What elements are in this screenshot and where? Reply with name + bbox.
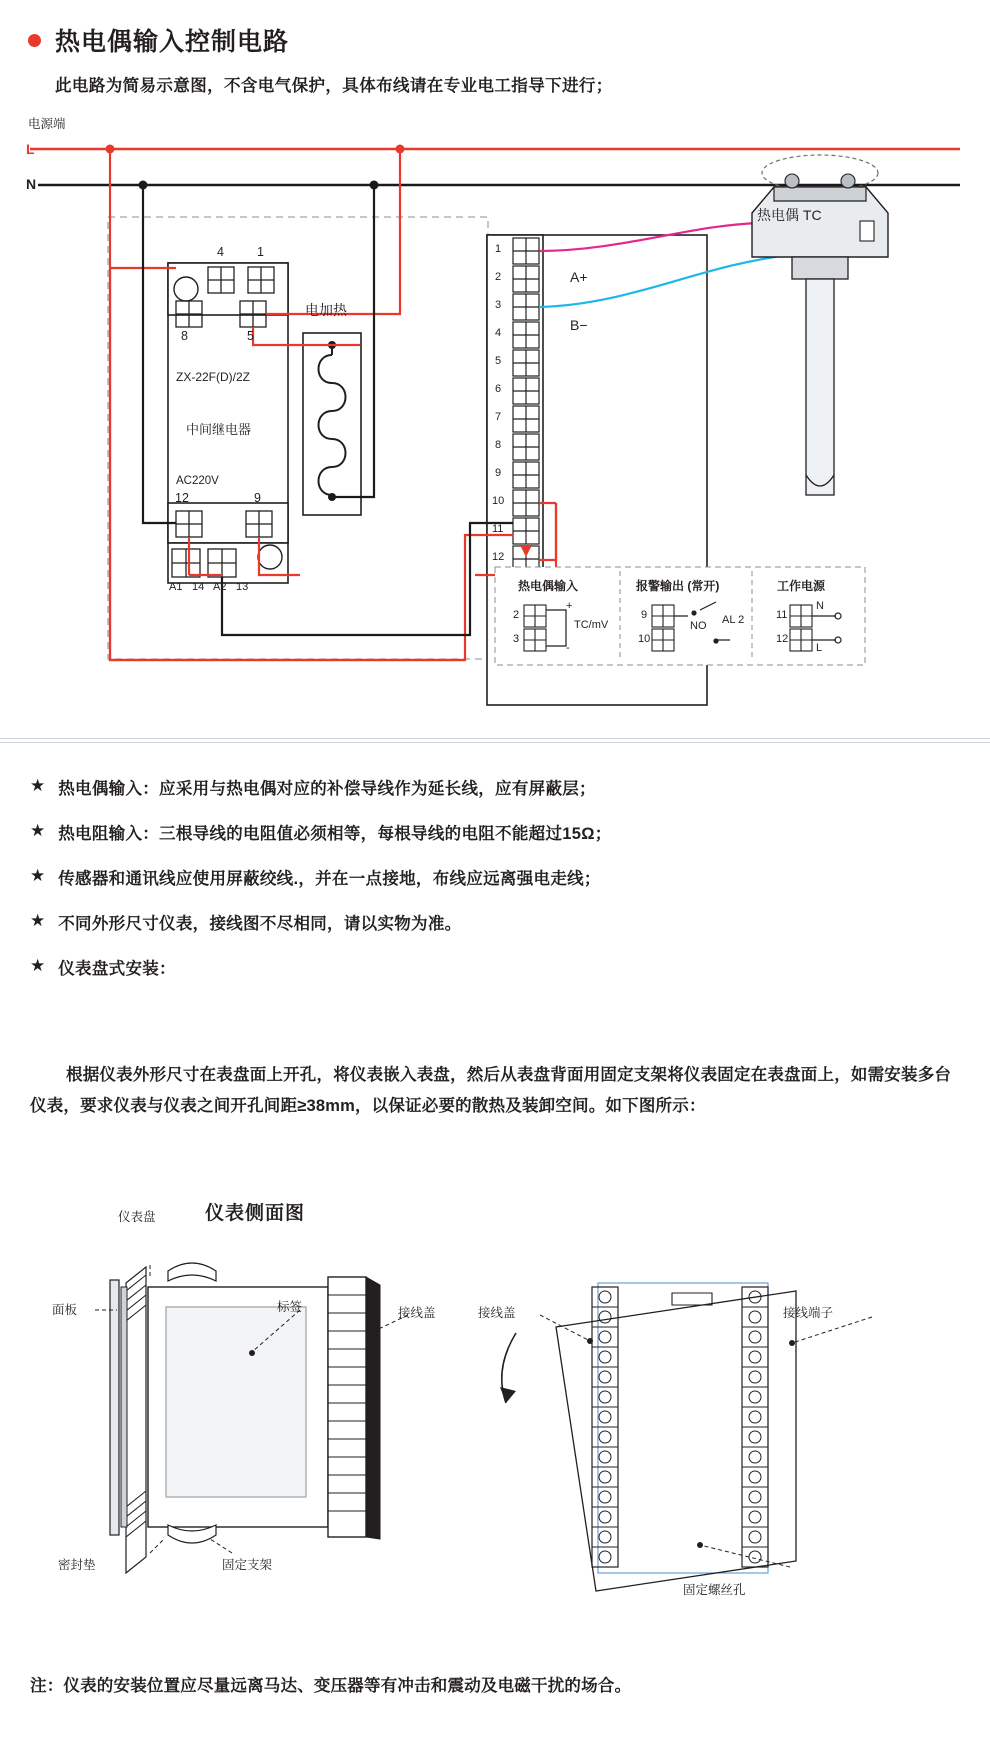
notes-list: [0, 775, 990, 1000]
legend-alarm-no: NO: [690, 620, 707, 632]
relay-terminal-5: 5: [247, 329, 254, 343]
heater-label: 电加热: [305, 302, 347, 318]
title-text: 热电偶输入控制电路: [55, 28, 290, 56]
label-tag: 标签: [277, 1300, 303, 1314]
circuit-diagram: [0, 105, 990, 725]
terminal-num-7: 7: [495, 411, 502, 423]
terminal-num-1: 1: [495, 243, 502, 255]
terminal-num-6: 6: [495, 383, 502, 395]
relay-terminal-14: 14: [192, 581, 205, 593]
label-fixed-bracket: 固定支架: [222, 1558, 273, 1572]
legend-power-n: N: [816, 600, 824, 612]
note-text: 热电阻输入：三根导线的电阻值必须相等，每根导线的电阻不能超过15Ω；: [58, 825, 612, 843]
page-title: [28, 22, 289, 58]
install-paragraph: 根据仪表外形尺寸在表盘面上开孔，将仪表嵌入表盘，然后从表盘背面用固定支架将仪表固定在表盘面上，如需安装多台仪表，要求仪表与仪表之间开孔间距≥38mm，以保证必要的散热及装卸空间。如下图所示：: [30, 1066, 952, 1115]
relay-terminal-12: 12: [175, 491, 189, 505]
relay-terminal-8: 8: [181, 329, 188, 343]
relay-terminal-4: 4: [217, 245, 224, 259]
legend-tc-plus: +: [566, 600, 573, 612]
list-item: [0, 820, 990, 844]
legend-alarm-title: 报警输出 (常开): [636, 579, 720, 593]
divider-bottom: [0, 742, 990, 743]
terminal-num-11: 11: [492, 523, 504, 535]
star-icon: ★: [30, 776, 46, 795]
terminal-num-9: 9: [495, 467, 502, 479]
side-view-svg: [0, 1235, 990, 1655]
legend-tc-minus: -: [566, 642, 570, 654]
legend-power-title: 工作电源: [777, 579, 826, 593]
line-n-label: N: [26, 176, 37, 192]
relay-terminal-13: 13: [236, 581, 249, 593]
wire-a-label: A+: [570, 269, 588, 285]
star-icon: ★: [30, 821, 46, 840]
relay-model-label: ZX-22F(D)/2Z: [176, 370, 251, 384]
subtitle-text: 此电路为简易示意图，不含电气保护，具体布线请在专业电工指导下进行；: [55, 77, 613, 95]
footer-note: 注：仪表的安装位置应尽量远离马达、变压器等有冲击和震动及电磁干扰的场合。: [30, 1677, 632, 1695]
legend-alarm-al2: AL 2: [722, 614, 745, 626]
terminal-num-8: 8: [495, 439, 502, 451]
label-front-panel: 面板: [52, 1303, 78, 1317]
legend-tc-unit: TC/mV: [574, 619, 609, 631]
star-icon: ★: [30, 956, 46, 975]
terminal-num-12: 12: [492, 551, 505, 563]
legend-power-term-11: 11: [776, 609, 788, 621]
wire-b-label: B−: [570, 317, 588, 333]
label-wiring-cover-left: 接线盖: [398, 1306, 436, 1320]
label-panel-board: 仪表盘: [118, 1210, 156, 1224]
legend-tc-title: 热电偶输入: [518, 579, 579, 593]
list-item: [0, 775, 990, 799]
relay-terminal-1: 1: [257, 245, 264, 259]
legend-tc-term-3: 3: [513, 633, 520, 645]
bullet-icon: [28, 34, 41, 47]
terminal-num-3: 3: [495, 299, 502, 311]
label-gasket: 密封垫: [58, 1558, 96, 1572]
terminal-num-5: 5: [495, 355, 502, 367]
side-view-title: 仪表侧面图: [205, 1203, 306, 1224]
terminal-num-2: 2: [495, 271, 502, 283]
legend-alarm-term-10: 10: [638, 633, 651, 645]
label-fixed-screw-hole: 固定螺丝孔: [683, 1583, 746, 1597]
terminal-num-4: 4: [495, 327, 502, 339]
line-l-label: L: [26, 141, 35, 157]
relay-terminal-a2: A2: [213, 581, 227, 593]
label-terminal-block: 接线端子: [783, 1306, 834, 1320]
list-item: [0, 865, 990, 889]
legend-alarm-term-9: 9: [641, 609, 648, 621]
relay-voltage-label: AC220V: [176, 475, 219, 487]
power-end-label: 电源端: [28, 117, 66, 131]
note-text: 不同外形尺寸仪表，接线图不尽相同，请以实物为准。: [58, 915, 462, 933]
divider-top: [0, 738, 990, 739]
star-icon: ★: [30, 866, 46, 885]
note-text: 热电偶输入：应采用与热电偶对应的补偿导线作为延长线，应有屏蔽层；: [58, 780, 596, 798]
relay-name-label: 中间继电器: [186, 422, 252, 437]
terminal-num-10: 10: [492, 495, 505, 507]
note-text: 传感器和通讯线应使用屏蔽绞线.，并在一点接地，布线应远离强电走线；: [58, 870, 601, 888]
label-wiring-cover-right: 接线盖: [478, 1306, 516, 1320]
relay-terminal-9: 9: [254, 491, 261, 505]
legend-power-l: L: [816, 642, 823, 654]
thermocouple-label: 热电偶 TC: [757, 207, 822, 223]
legend-power-term-12: 12: [776, 633, 789, 645]
list-item: [0, 910, 990, 934]
list-item: [0, 955, 990, 979]
relay-terminal-a1: A1: [169, 581, 183, 593]
note-text: 仪表盘式安装：: [58, 960, 176, 978]
legend-tc-term-2: 2: [513, 609, 520, 621]
star-icon: ★: [30, 911, 46, 930]
